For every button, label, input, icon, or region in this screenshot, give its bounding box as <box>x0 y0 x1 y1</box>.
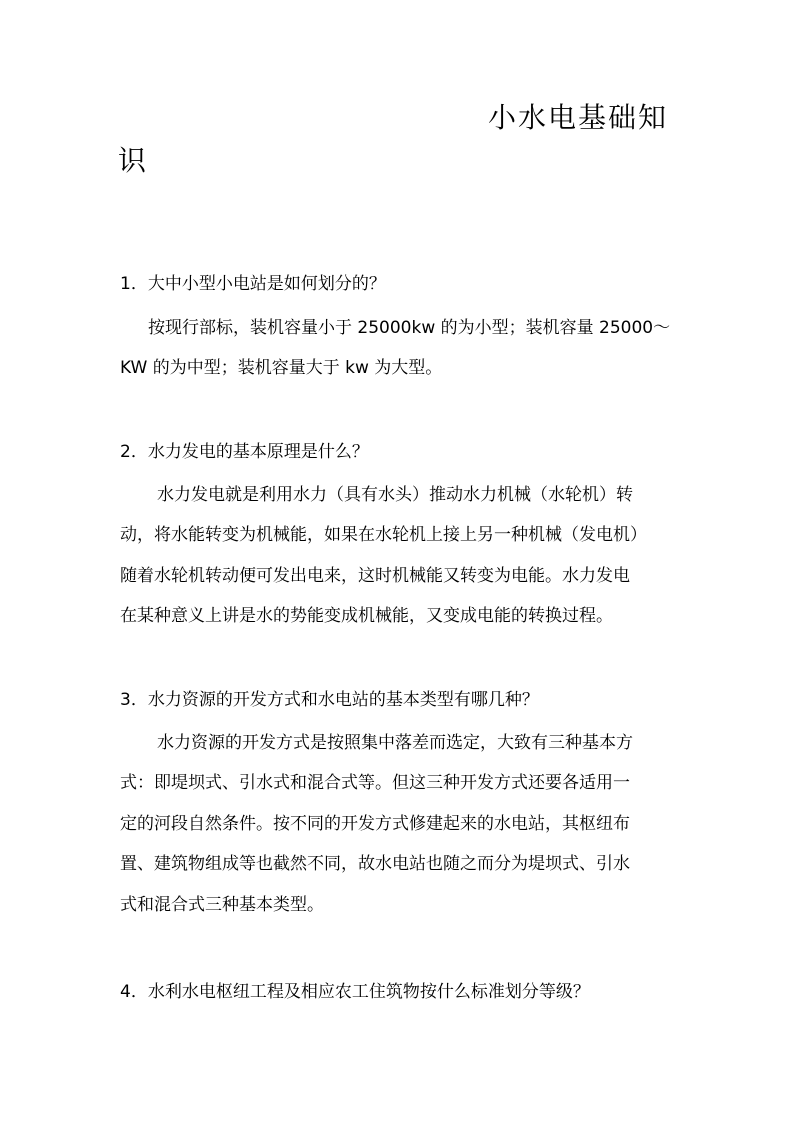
answer-3-line-2: 式：即堤坝式、引水式和混合式等。但这三种开发方式还要各适用一 <box>120 773 630 793</box>
answer-3-line-5: 式和混合式三种基本类型。 <box>120 895 324 915</box>
answer-1-line-1: 按现行部标，装机容量小于 25000kw 的为小型；装机容量 25000～ <box>148 318 671 338</box>
document-title-line-2: 识 <box>118 144 147 177</box>
question-1: 1．大中小型小电站是如何划分的？ <box>120 274 386 294</box>
question-2: 2．水力发电的基本原理是什么？ <box>120 442 369 462</box>
answer-3-line-4: 置、建筑物组成等也截然不同，故水电站也随之而分为堤坝式、引水 <box>120 854 630 874</box>
answer-2-line-4: 在某种意义上讲是水的势能变成机械能，又变成电能的转换过程。 <box>120 606 613 626</box>
question-4: 4．水利水电枢纽工程及相应农工住筑物按什么标准划分等级？ <box>120 982 590 1002</box>
document-title-line-1: 小水电基础知 <box>488 101 669 134</box>
answer-2-line-2: 动，将水能转变为机械能，如果在水轮机上接上另一种机械（发电机） <box>120 525 647 545</box>
answer-2-line-1: 水力发电就是利用水力（具有水头）推动水力机械（水轮机）转 <box>157 485 633 505</box>
answer-3-line-3: 定的河段自然条件。按不同的开发方式修建起来的水电站，其枢纽布 <box>120 814 630 834</box>
answer-1-line-2: KW 的为中型；装机容量大于 kw 为大型。 <box>120 358 443 378</box>
answer-2-line-3: 随着水轮机转动便可发出电来，这时机械能又转变为电能。水力发电 <box>120 566 630 586</box>
question-3: 3．水力资源的开发方式和水电站的基本类型有哪几种？ <box>120 690 539 710</box>
answer-3-line-1: 水力资源的开发方式是按照集中落差而选定，大致有三种基本方 <box>157 733 633 753</box>
